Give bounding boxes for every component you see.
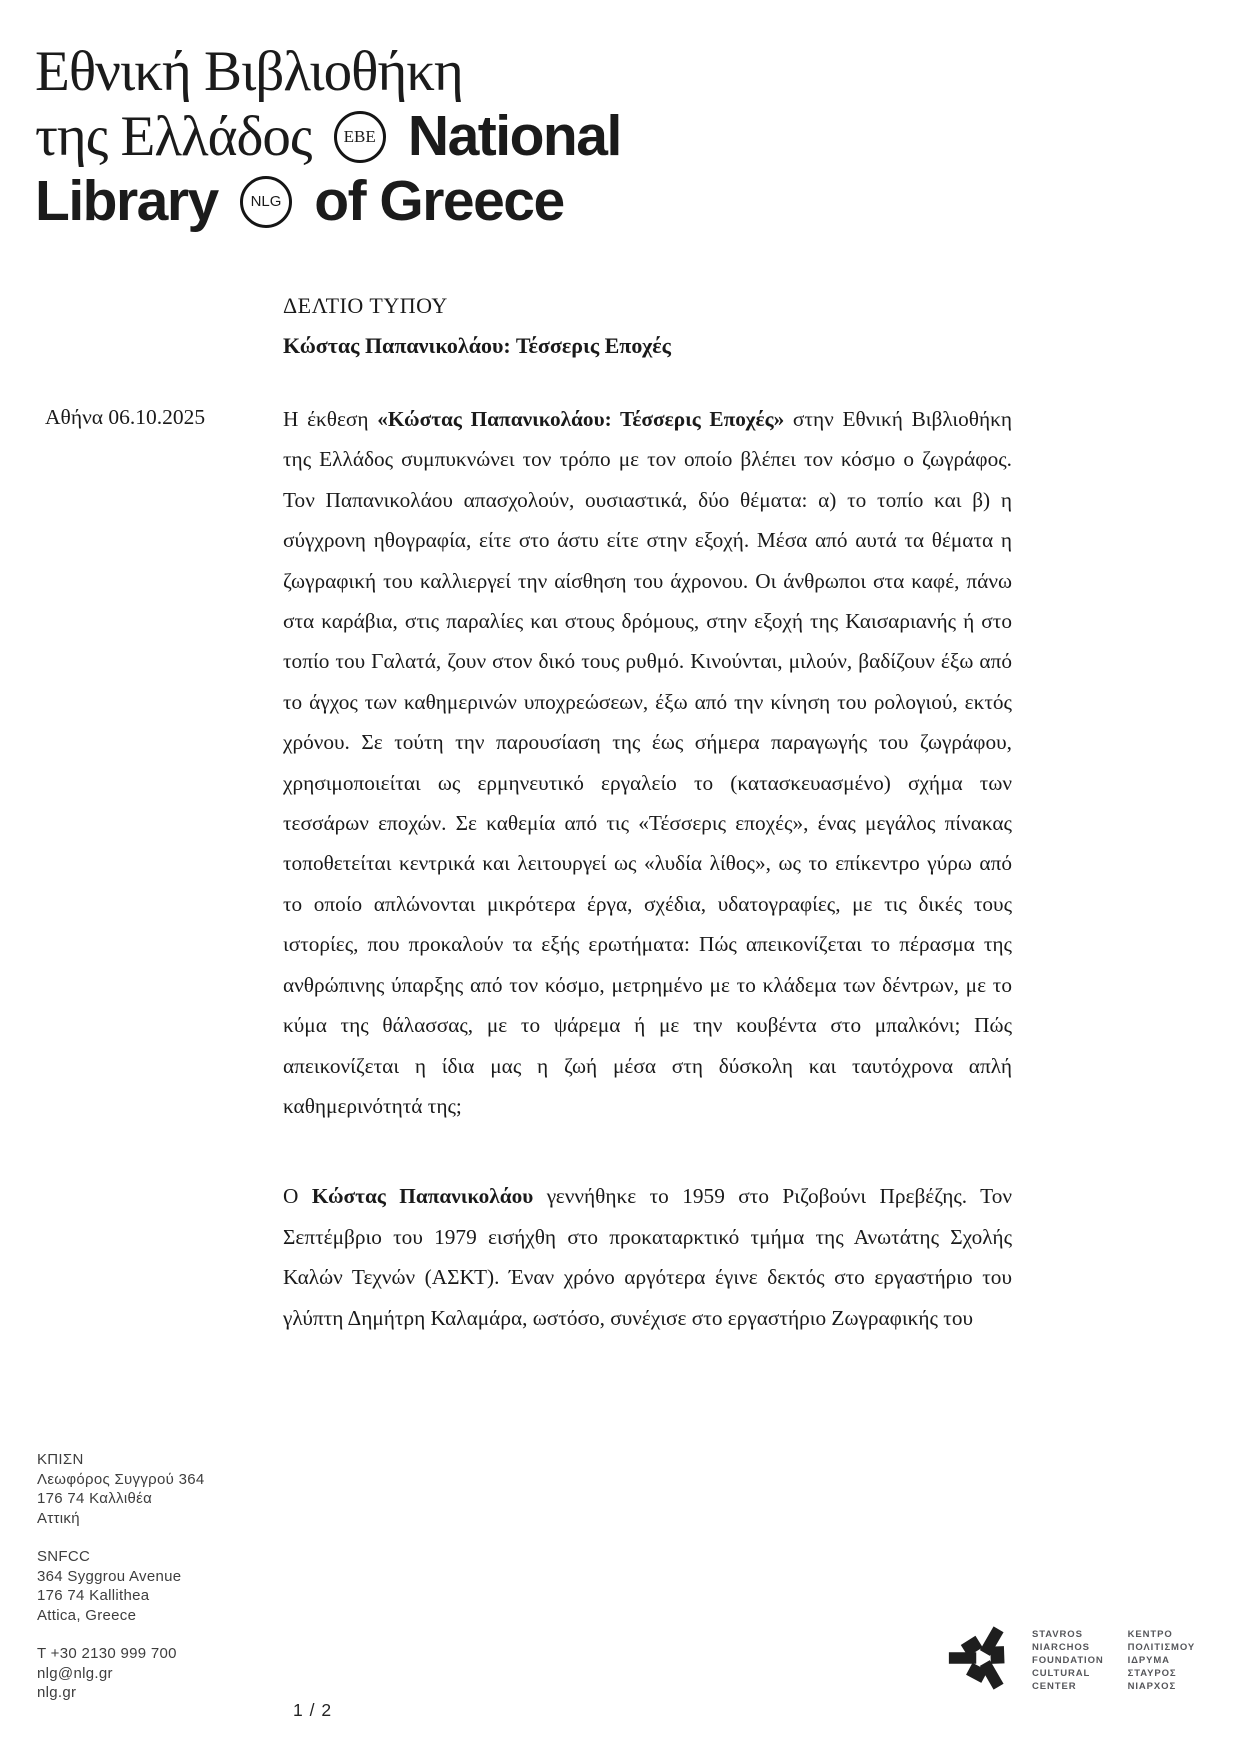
logo-english-line3a: Library — [35, 169, 218, 233]
logo-english-line3b: of Greece — [314, 169, 564, 233]
date-line: Αθήνα 06.10.2025 — [45, 405, 206, 429]
paragraph-1-text-rest: στην Εθνική Βιβλιοθήκη της Ελλάδος συμπυκνώνει τον τρόπο με τον οποίο βλέπει τον κόσμο ο ζωγράφος. Τον Παπανικολάου απασχολούν, ουσιαστικά, δύο θέματα: α) το τοπίο και β) η σύγχρονη ηθογραφία, είτε στο άστυ είτε στην εξοχή. Μέσα από αυτά τα θέματα η ζωγραφική του καλλιεργεί την αίσθηση του άχρονου. Οι άνθρωποι στα καφέ, πάνω στα καράβια, στις παραλίες και στους δρόμους, στην εξοχή της Καισαριανής ή στο τοπίο του Γαλατά, ζουν στον δικό τους ρυθμό. Κινούνται, μιλούν, βαδίζουν έξω από το άγχος των καθημερινών υποχρεώσεων, έξω από την κίνηση του ρολογιού, εκτός χρόνου. Σε τούτη την παρουσίαση της έως σήμερα παραγωγής του ζωγράφου, χρησιμοποιείται ως ερμηνευτικό εργαλείο το (κατασκευασμένο) σχήμα των τεσσάρων εποχών. Σε καθεμία από τις «Τέσσερις εποχές», ένας μεγάλος πίνακας τοποθετείται κεντρικά και λειτουργεί ως «λυδία λίθος», ως το επίκεντρο γύρω από το οποίο απλώνονται μικρότερα έργα, σχέδια, υδατογραφίες, με τις δικές τους ιστορίες, που προκαλούν τα εξής ερωτήματα: Πώς απεικονίζεται το πέρασμα της ανθρώπινης ύπαρξης από τον κόσμο, μετρημένο με το κλάδεμα των δέντρων, με το κύμα της θάλασσας, με το ψάρεμα ή με την κουβέντα στο μπαλκόνι; Πώς απεικονίζεται η ίδια μας η ζωή μέσα στη δύσκολη και ταυτόχρονα απλή καθημερινότητά της; — [283, 407, 1013, 1118]
press-release-label: ΔΕΛΤΙΟ ΤΥΠΟΥ — [283, 293, 448, 318]
email-address: nlg@nlg.gr — [37, 1664, 113, 1682]
snfcc-en-line: CENTER — [1032, 1681, 1077, 1692]
logo-greek-line2: της Ελλάδος — [35, 105, 312, 168]
address-en-line: 364 Syggrou Avenue — [37, 1567, 182, 1585]
address-el-line: ΚΠΙΣΝ — [37, 1451, 84, 1468]
press-release-body — [283, 399, 1012, 1338]
snfcc-en-line: FOUNDATION — [1032, 1655, 1104, 1666]
footer-address — [37, 1450, 205, 1722]
snfcc-el-line: ΚΕΝΤΡΟ — [1127, 1629, 1173, 1640]
artist-name-bold: Κώστας Παπανικολάου — [311, 1184, 534, 1209]
snfcc-el-line: ΣΤΑΥΡΟΣ — [1127, 1668, 1177, 1679]
paragraph-2-text-rest: γεννήθηκε το 1959 στο Ριζοβούνι Πρεβέζης. Τον Σεπτέμβριο του 1979 εισήχθη στο προκαταρκτικό τμήμα της Ανωτάτης Σχολής Καλών Τεχνών (ΑΣΚΤ). Έναν χρόνο αργότερα έγινε δεκτός στο εργαστήριο του γλύπτη Δημήτρη Καλαμάρα, ωστόσο, συνέχισε στο εργαστήριο Ζωγραφικής του — [283, 1184, 1012, 1330]
contact-info — [37, 1644, 205, 1703]
snfcc-en-line: STAVROS — [1032, 1629, 1083, 1640]
page-number: 1 / 2 — [293, 1700, 333, 1720]
address-en-line: Attica, Greece — [37, 1606, 137, 1624]
address-en-line: SNFCC — [37, 1548, 91, 1565]
address-en-line: 176 74 Kallithea — [37, 1587, 150, 1604]
snfcc-en-line: NIARCHOS — [1032, 1642, 1090, 1653]
logo-line-1 — [35, 40, 621, 104]
logo-line-2 — [35, 104, 621, 169]
paragraph-1-text: Η έκθεση — [283, 407, 378, 431]
logo-greek-line1: Εθνική Βιβλιοθήκη — [35, 40, 463, 103]
page-title: Κώστας Παπανικολάου: Τέσσερις Εποχές — [283, 333, 671, 358]
snfcc-el-line: ΠΟΛΙΤΙΣΜΟΥ — [1127, 1642, 1196, 1653]
website-url: nlg.gr — [37, 1684, 77, 1701]
address-english — [37, 1547, 205, 1625]
snfcc-logo-text — [1032, 1628, 1219, 1693]
paragraph-1 — [283, 399, 1012, 1126]
snfcc-text-english — [1032, 1628, 1104, 1693]
address-el-line: 176 74 Καλλιθέα — [37, 1490, 153, 1507]
exhibition-title-bold: «Κώστας Παπανικολάου: Τέσσερις Εποχές» — [377, 407, 785, 431]
snfcc-pinwheel-icon — [946, 1622, 1018, 1694]
address-greek — [37, 1450, 205, 1528]
nlg-logo — [35, 40, 621, 234]
snfcc-logo-block — [946, 1622, 1219, 1694]
snfcc-el-line: ΝΙΑΡΧΟΣ — [1127, 1681, 1177, 1692]
ebe-badge-icon: ΕΒΕ — [334, 111, 386, 163]
snfcc-text-greek — [1128, 1628, 1196, 1693]
press-release-header — [283, 294, 671, 358]
logo-line-3 — [35, 169, 621, 234]
phone-number: T +30 2130 999 700 — [37, 1645, 177, 1662]
logo-english-line2: National — [407, 104, 621, 168]
nlg-badge-icon: NLG — [240, 176, 292, 228]
paragraph-2-text: Ο — [283, 1184, 312, 1209]
paragraph-2 — [283, 1176, 1012, 1338]
address-el-line: Αττική — [37, 1509, 80, 1527]
address-el-line: Λεωφόρος Συγγρού 364 — [37, 1470, 205, 1488]
snfcc-el-line: ΙΔΡΥΜΑ — [1127, 1655, 1170, 1666]
snfcc-en-line: CULTURAL — [1032, 1668, 1091, 1679]
